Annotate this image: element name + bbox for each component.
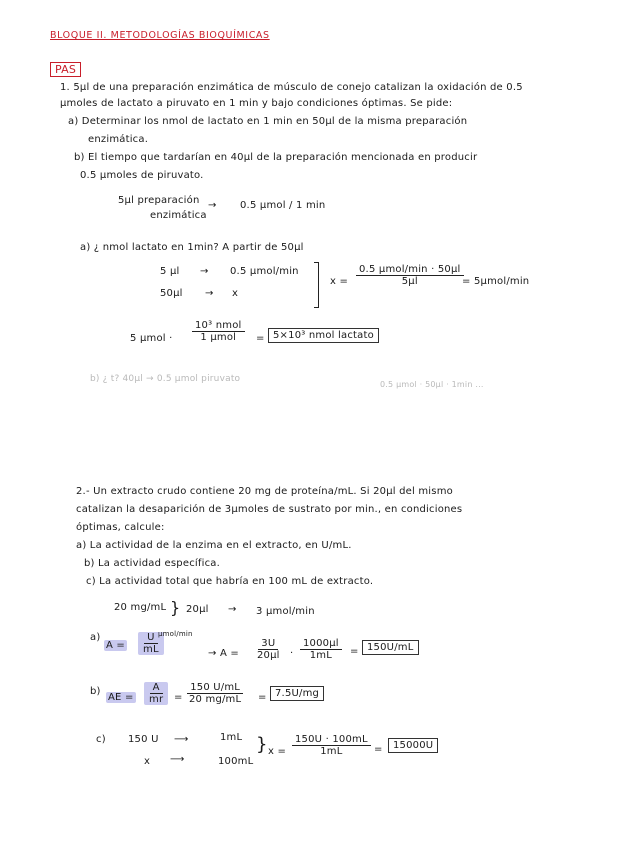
arrow-icon: → bbox=[228, 604, 237, 615]
problem1-part-b-line1: b) El tiempo que tardarían en 40µl de la preparación mencionada en producir bbox=[74, 152, 478, 163]
p1-a-conv-result: 5×10³ nmol lactato bbox=[268, 328, 379, 343]
p2-a-eq: = bbox=[350, 646, 359, 657]
p2-a-conv-num: 1000µl bbox=[300, 638, 342, 650]
p1-a-x-label: x = bbox=[330, 276, 349, 287]
p1-a-x-num: 0.5 µmol/min · 50µl bbox=[356, 264, 464, 276]
p2-given-mid: 20µl bbox=[186, 604, 209, 615]
arrow-icon: → bbox=[205, 288, 214, 299]
p1-a-row2-left: 50µl bbox=[160, 288, 183, 299]
arrow-icon: → bbox=[200, 266, 209, 277]
section-tag: PAS bbox=[50, 62, 81, 77]
p1-b-faint-left: b) ¿ t? 40µl → 0.5 µmol piruvato bbox=[90, 374, 241, 384]
problem2-part-a: a) La actividad de la enzima en el extracto, en U/mL. bbox=[76, 540, 352, 551]
p2-c-x-num: 150U · 100mL bbox=[292, 734, 371, 746]
problem1-part-a-line2: enzimática. bbox=[88, 134, 149, 145]
p2-a-mult: · bbox=[290, 648, 294, 659]
title-text: BLOQUE II. METODOLOGÍAS BIOQUÍMICAS bbox=[50, 30, 270, 41]
p2-b-den: 20 mg/mL bbox=[189, 694, 242, 705]
p2-b-result: 7.5U/mg bbox=[270, 686, 324, 701]
p2-b-formula-den: mr bbox=[149, 694, 164, 705]
arrow-icon: ⟶ bbox=[170, 754, 185, 765]
p1-a-x-result: = 5µmol/min bbox=[462, 276, 530, 287]
page-title bbox=[50, 30, 270, 41]
problem1-line2: µmoles de lactato a piruvato en 1 min y bajo condiciones óptimas. Se pide: bbox=[60, 98, 453, 109]
p2-a-formula-den: mL bbox=[143, 644, 159, 655]
brace-icon: } bbox=[256, 734, 268, 755]
p1-a-x-den: 5µl bbox=[401, 276, 418, 287]
p1-given-right: 0.5 µmol / 1 min bbox=[240, 200, 326, 211]
p2-a-label: a) bbox=[90, 632, 101, 643]
p2-a-arrow: → A = bbox=[208, 648, 239, 659]
p1-given-left: 5µl preparación bbox=[118, 195, 200, 206]
p2-a-num: 3U bbox=[258, 638, 278, 650]
p2-c-fraction bbox=[292, 734, 371, 757]
p1-given-left2: enzimática bbox=[150, 210, 207, 221]
p2-a-fraction bbox=[254, 638, 283, 661]
p2-c-result: 15000U bbox=[388, 738, 438, 753]
p1-a-fraction bbox=[356, 264, 464, 287]
p2-a-result: 150U/mL bbox=[362, 640, 419, 655]
p1-a-row1-right: 0.5 µmol/min bbox=[230, 266, 299, 277]
p1-a-conv-left: 5 µmol · bbox=[130, 333, 173, 344]
p2-c-row2-left: x bbox=[144, 756, 151, 767]
p2-given-right: 3 µmol/min bbox=[256, 606, 315, 617]
p1-a-row2-right: x bbox=[232, 288, 239, 299]
p2-a-conv-den: 1mL bbox=[309, 650, 333, 661]
problem1-part-a-line1: a) Determinar los nmol de lactato en 1 min en 50µl de la misma preparación bbox=[68, 116, 468, 127]
arrow-icon: ⟶ bbox=[174, 734, 189, 745]
p1-a-question: a) ¿ nmol lactato en 1min? A partir de 50µl bbox=[80, 242, 304, 253]
arrow-icon: → bbox=[208, 200, 217, 211]
p1-a-conv-eq: = bbox=[256, 333, 265, 344]
problem2-line1: 2.- Un extracto crudo contiene 20 mg de proteína/mL. Si 20µl del mismo bbox=[76, 486, 453, 497]
p2-given-left: 20 mg/mL bbox=[114, 602, 167, 613]
p2-a-den: 20µl bbox=[257, 650, 280, 661]
problem2-line2: catalizan la desaparición de 3µmoles de sustrato por min., en condiciones bbox=[76, 504, 463, 515]
p2-a-formula-lhs: A = bbox=[106, 640, 125, 651]
p2-b-formula bbox=[144, 682, 168, 705]
p2-a-conv-fraction bbox=[300, 638, 342, 661]
p2-c-eq: = bbox=[374, 744, 383, 755]
p1-a-conv-den: 1 µmol bbox=[200, 332, 237, 343]
p2-b-label: b) bbox=[90, 686, 101, 697]
p2-b-num: 150 U/mL bbox=[187, 682, 243, 694]
p2-b-formula-num: A bbox=[150, 682, 163, 694]
p2-c-x-den: 1mL bbox=[320, 746, 343, 757]
p2-c-row2-right: 100mL bbox=[218, 756, 254, 767]
p2-c-row1-right: 1mL bbox=[220, 732, 243, 743]
problem2-part-c: c) La actividad total que habría en 100 mL de extracto. bbox=[86, 576, 374, 587]
p2-c-label: c) bbox=[96, 734, 106, 745]
bracket bbox=[314, 262, 319, 308]
p2-b-eq2: = bbox=[258, 692, 267, 703]
p2-a-formula-sup: µmol/min bbox=[158, 630, 193, 638]
p1-a-conv-num: 10³ nmol bbox=[192, 320, 245, 332]
p1-b-faint-right: 0.5 µmol · 50µl · 1min ... bbox=[380, 380, 484, 389]
problem1-part-b-line2: 0.5 µmoles de piruvato. bbox=[80, 170, 204, 181]
brace-icon: } bbox=[170, 598, 181, 617]
problem2-line3: óptimas, calcule: bbox=[76, 522, 165, 533]
p2-b-formula-lhs: AE = bbox=[108, 692, 134, 703]
p2-b-fraction bbox=[186, 682, 244, 705]
p2-b-eq1: = bbox=[174, 692, 183, 703]
p2-c-row1-left: 150 U bbox=[128, 734, 159, 745]
problem1-line1: 1. 5µl de una preparación enzimática de músculo de conejo catalizan la oxidación de 0.5 bbox=[60, 82, 523, 93]
p1-a-row1-left: 5 µl bbox=[160, 266, 180, 277]
problem2-part-b: b) La actividad específica. bbox=[84, 558, 220, 569]
p2-a-formula-num: U bbox=[144, 632, 158, 644]
p1-a-conv-fraction bbox=[192, 320, 245, 343]
p2-c-x-label: x = bbox=[268, 746, 287, 757]
